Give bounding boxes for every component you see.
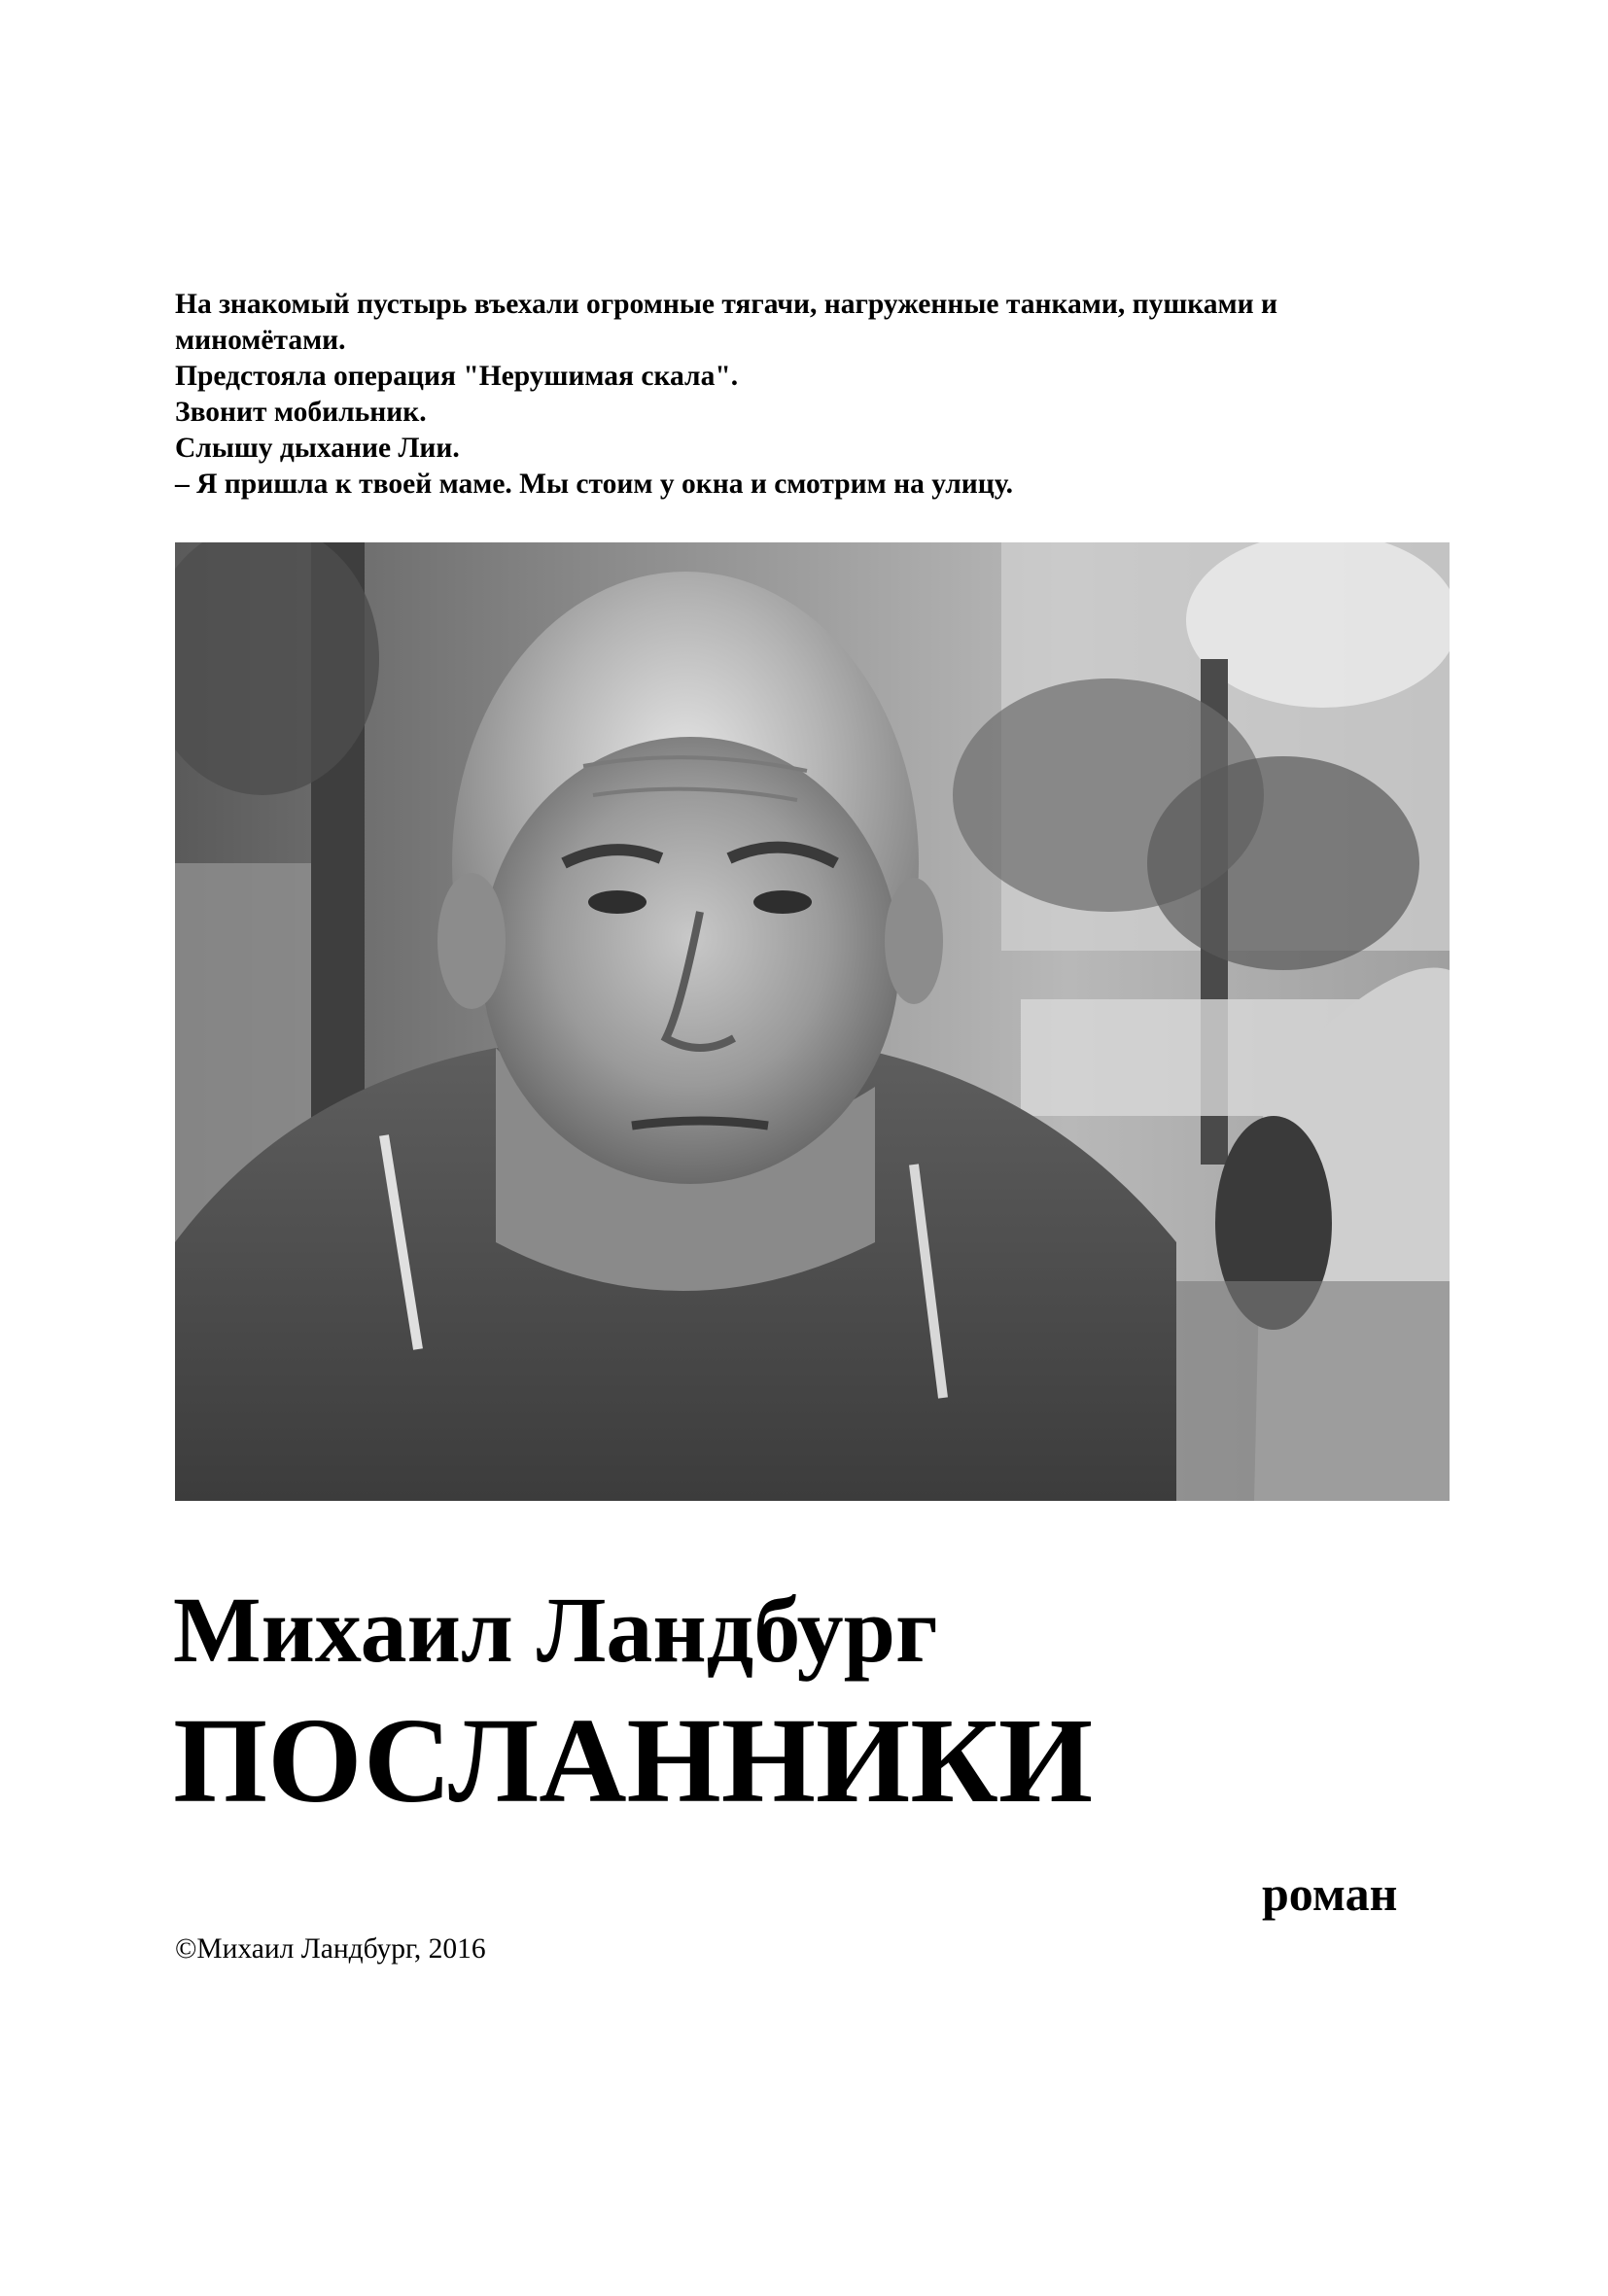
excerpt-line: Звонит мобильник.	[175, 397, 427, 428]
author-photo	[175, 542, 1450, 1501]
author-name: Михаил Ландбург	[173, 1578, 938, 1682]
excerpt-line: – Я пришла к твоей маме. Мы стоим у окна и смотрим на улицу.	[175, 469, 1013, 500]
copyright-notice: ©Михаил Ландбург, 2016	[175, 1933, 486, 1965]
excerpt-line: На знакомый пустырь въехали огромные тягачи, нагруженные танками, пушками и	[175, 289, 1278, 320]
book-title: ПОСЛАННИКИ	[173, 1694, 1094, 1828]
excerpt-line: миномётами.	[175, 325, 346, 356]
excerpt-line: Предстояла операция "Нерушимая скала".	[175, 361, 739, 392]
author-portrait-image	[175, 542, 1450, 1501]
excerpt-line: Слышу дыхание Лии.	[175, 433, 460, 464]
genre-label: роман	[1262, 1866, 1398, 1921]
excerpt-text	[175, 287, 1458, 503]
